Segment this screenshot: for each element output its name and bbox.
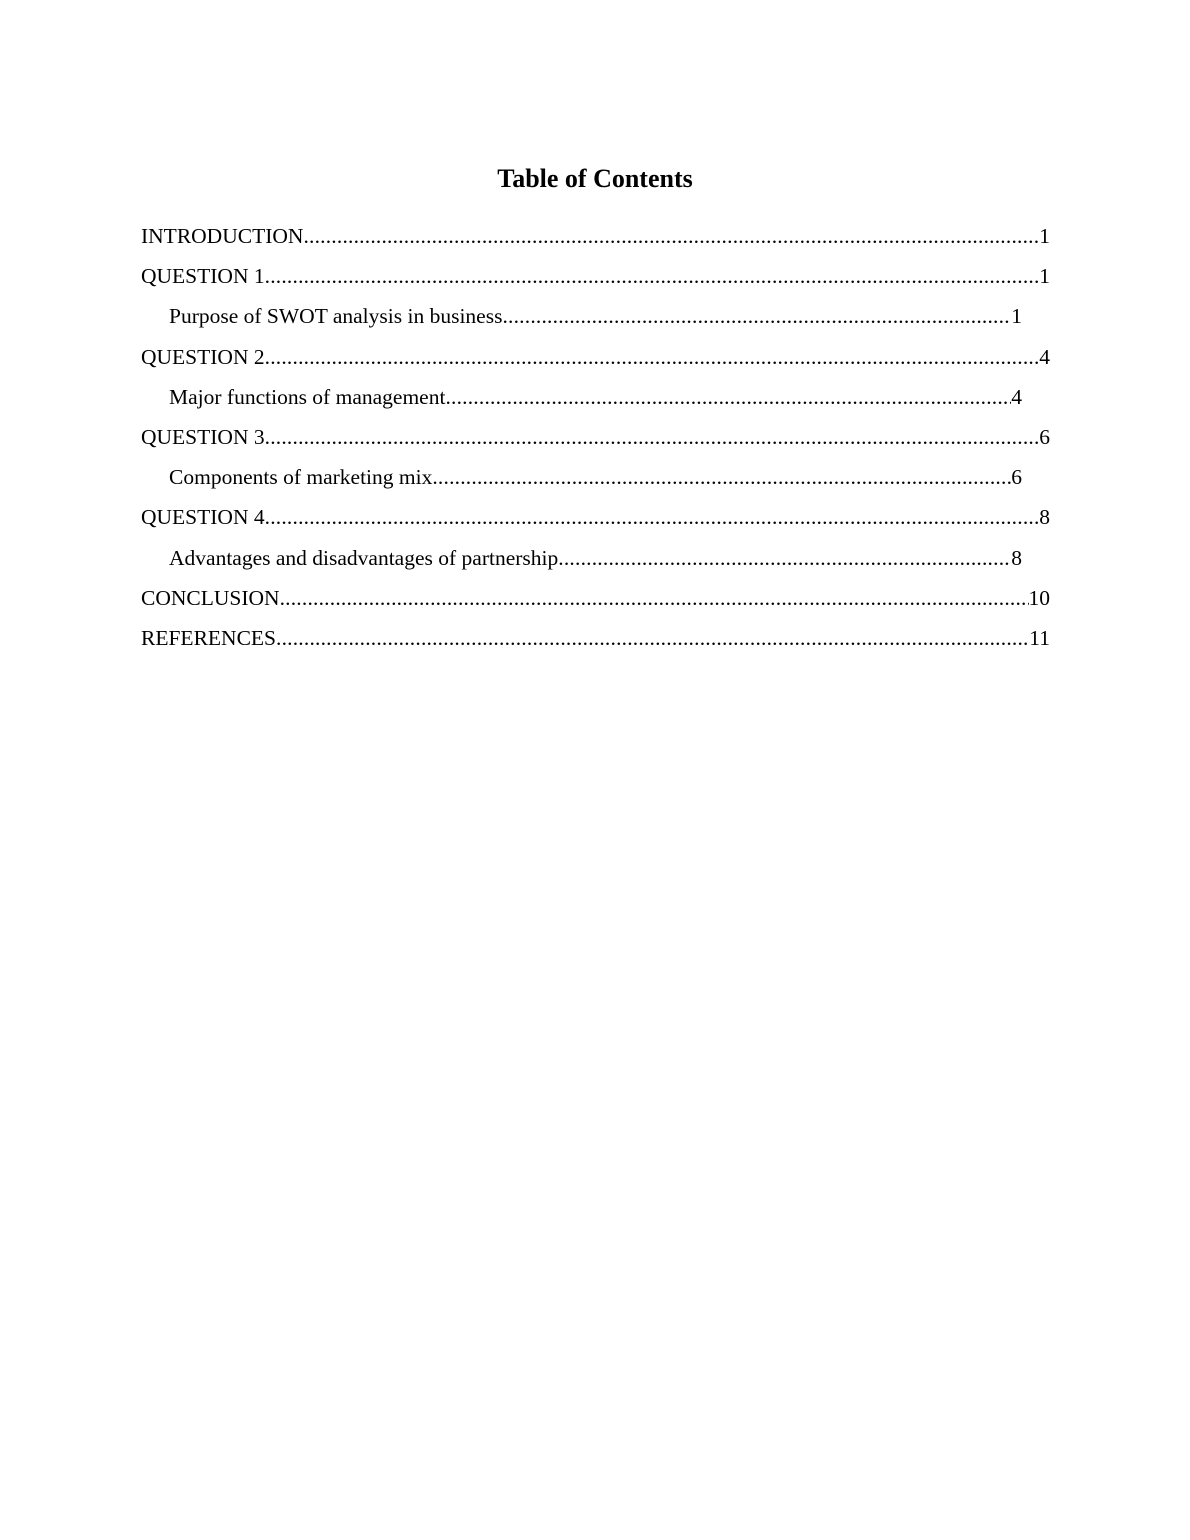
toc-page-number: 4 (1011, 384, 1022, 409)
toc-page-number: 8 (1039, 505, 1050, 530)
toc-entry-label: Advantages and disadvantages of partnership (169, 545, 559, 570)
toc-dot-leader (445, 377, 1011, 417)
toc-dot-leader (502, 296, 1011, 336)
toc-entry-question-1[interactable] (141, 256, 1050, 296)
page-title: Table of Contents (497, 164, 693, 193)
toc-page-number: 8 (1011, 545, 1022, 570)
toc-dot-leader (265, 417, 1040, 457)
toc-entry-label: Purpose of SWOT analysis in business (169, 304, 503, 329)
toc-entry-label: QUESTION 3 (141, 424, 265, 449)
toc-entry-label: QUESTION 1 (141, 264, 265, 289)
toc-entry-label: REFERENCES (141, 625, 276, 650)
toc-entry-label: Components of marketing mix (169, 465, 433, 490)
toc-page-number: 6 (1011, 465, 1022, 490)
toc-page-number: 10 (1028, 585, 1050, 610)
toc-dot-leader (265, 337, 1040, 377)
toc-page-number: 4 (1039, 344, 1050, 369)
toc-page-number: 11 (1029, 625, 1050, 650)
toc-dot-leader (280, 578, 1029, 618)
toc-entry-marketing-mix[interactable] (141, 457, 1050, 497)
toc-page-number: 1 (1039, 264, 1050, 289)
toc-page-number: 6 (1039, 424, 1050, 449)
toc-entry-introduction[interactable] (141, 216, 1050, 256)
toc-dot-leader (276, 618, 1029, 658)
toc-entry-question-4[interactable] (141, 497, 1050, 537)
toc-entry-label: Major functions of management (169, 384, 446, 409)
toc-dot-leader (265, 256, 1040, 296)
toc-entry-question-3[interactable] (141, 417, 1050, 457)
toc-dot-leader (265, 497, 1040, 537)
toc-entry-conclusion[interactable] (141, 578, 1050, 618)
toc-dot-leader (303, 216, 1039, 256)
toc-dot-leader (558, 538, 1011, 578)
toc-entry-label: INTRODUCTION (141, 224, 304, 248)
toc-entry-label: CONCLUSION (141, 585, 280, 610)
toc-entry-question-2[interactable] (141, 337, 1050, 377)
toc-list (141, 216, 1050, 658)
toc-entry-references[interactable] (141, 618, 1050, 658)
toc-dot-leader (432, 457, 1011, 497)
toc-entry-label: QUESTION 2 (141, 344, 265, 369)
toc-page-number: 1 (1011, 304, 1022, 329)
toc-entry-management-functions[interactable] (141, 377, 1050, 417)
toc-entry-label: QUESTION 4 (141, 505, 265, 530)
toc-entry-swot-purpose[interactable] (141, 296, 1050, 336)
toc-page-number: 1 (1039, 224, 1050, 248)
toc-entry-partnership[interactable] (141, 538, 1050, 578)
